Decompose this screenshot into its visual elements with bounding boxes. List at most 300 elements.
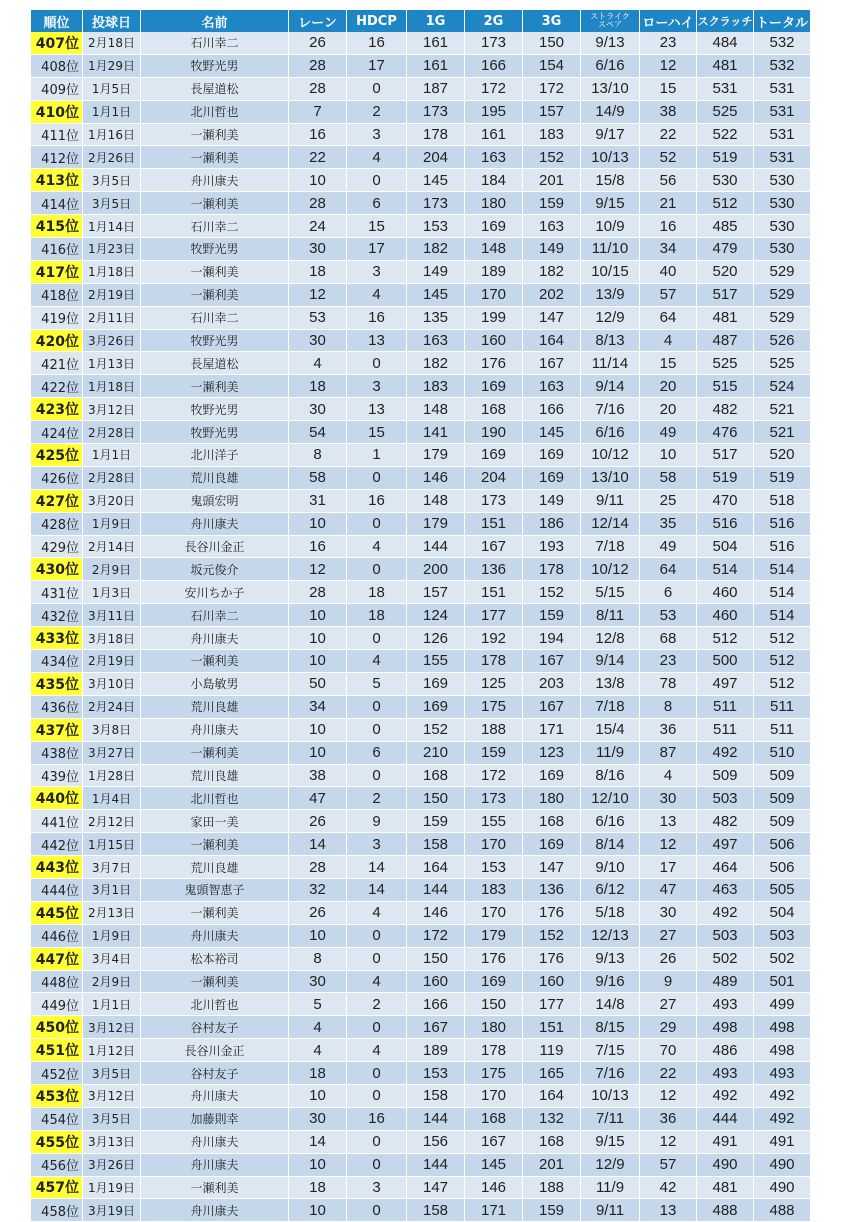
low-high-cell: 8 bbox=[640, 696, 697, 719]
low-high-cell: 15 bbox=[640, 78, 697, 101]
date-cell: 3月26日 bbox=[83, 1154, 141, 1177]
lane-cell: 10 bbox=[289, 650, 347, 673]
table-row bbox=[31, 604, 811, 627]
lane-cell: 18 bbox=[289, 1062, 347, 1085]
game3-cell: 202 bbox=[523, 284, 581, 307]
game2-cell: 180 bbox=[465, 1016, 523, 1039]
game1-cell: 144 bbox=[407, 1108, 465, 1131]
lane-cell: 10 bbox=[289, 1199, 347, 1222]
game1-cell: 158 bbox=[407, 1199, 465, 1222]
table-row bbox=[31, 1039, 811, 1062]
game3-cell: 152 bbox=[523, 146, 581, 169]
total-cell: 509 bbox=[754, 810, 811, 833]
game3-cell: 186 bbox=[523, 513, 581, 536]
scratch-cell: 486 bbox=[697, 1039, 754, 1062]
total-cell: 504 bbox=[754, 902, 811, 925]
date-cell: 1月9日 bbox=[83, 925, 141, 948]
game1-cell: 187 bbox=[407, 78, 465, 101]
low-high-cell: 15 bbox=[640, 352, 697, 375]
scratch-cell: 511 bbox=[697, 719, 754, 742]
name-cell: 荒川良雄 bbox=[141, 765, 289, 788]
table-row bbox=[31, 993, 811, 1016]
game1-cell: 146 bbox=[407, 902, 465, 925]
low-high-cell: 36 bbox=[640, 719, 697, 742]
date-cell: 1月9日 bbox=[83, 513, 141, 536]
game2-cell: 136 bbox=[465, 558, 523, 581]
date-cell: 1月5日 bbox=[83, 78, 141, 101]
strike-spare-cell: 6/16 bbox=[581, 421, 640, 444]
lane-cell: 12 bbox=[289, 284, 347, 307]
hdcp-cell: 0 bbox=[347, 1016, 407, 1039]
scratch-cell: 491 bbox=[697, 1131, 754, 1154]
name-cell: 石川幸二 bbox=[141, 604, 289, 627]
date-cell: 2月14日 bbox=[83, 536, 141, 559]
strike-spare-cell: 13/9 bbox=[581, 284, 640, 307]
name-cell: 谷村友子 bbox=[141, 1062, 289, 1085]
date-cell: 1月1日 bbox=[83, 993, 141, 1016]
table-row bbox=[31, 78, 811, 101]
game1-cell: 164 bbox=[407, 856, 465, 879]
game1-cell: 148 bbox=[407, 398, 465, 421]
game1-cell: 161 bbox=[407, 55, 465, 78]
name-cell: 一瀬利美 bbox=[141, 192, 289, 215]
low-high-cell: 12 bbox=[640, 55, 697, 78]
hdcp-cell: 0 bbox=[347, 78, 407, 101]
total-cell: 512 bbox=[754, 650, 811, 673]
table-row bbox=[31, 810, 811, 833]
strike-spare-cell: 11/9 bbox=[581, 742, 640, 765]
low-high-cell: 6 bbox=[640, 581, 697, 604]
game2-cell: 170 bbox=[465, 833, 523, 856]
scratch-cell: 503 bbox=[697, 925, 754, 948]
low-high-cell: 10 bbox=[640, 444, 697, 467]
hdcp-cell: 0 bbox=[347, 627, 407, 650]
header-total: トータル bbox=[754, 10, 811, 32]
rank-cell: 449位 bbox=[31, 993, 83, 1016]
lane-cell: 4 bbox=[289, 352, 347, 375]
scratch-cell: 497 bbox=[697, 673, 754, 696]
game3-cell: 194 bbox=[523, 627, 581, 650]
date-cell: 2月9日 bbox=[83, 971, 141, 994]
game1-cell: 150 bbox=[407, 948, 465, 971]
table-row bbox=[31, 925, 811, 948]
table-row bbox=[31, 971, 811, 994]
date-cell: 1月1日 bbox=[83, 444, 141, 467]
scratch-cell: 504 bbox=[697, 536, 754, 559]
rank-cell: 417位 bbox=[31, 261, 83, 284]
low-high-cell: 35 bbox=[640, 513, 697, 536]
low-high-cell: 70 bbox=[640, 1039, 697, 1062]
game1-cell: 153 bbox=[407, 1062, 465, 1085]
strike-spare-cell: 9/16 bbox=[581, 971, 640, 994]
hdcp-cell: 3 bbox=[347, 1177, 407, 1200]
name-cell: 舟川康夫 bbox=[141, 627, 289, 650]
table-row bbox=[31, 948, 811, 971]
hdcp-cell: 0 bbox=[347, 1062, 407, 1085]
lane-cell: 10 bbox=[289, 742, 347, 765]
date-cell: 1月28日 bbox=[83, 765, 141, 788]
game1-cell: 160 bbox=[407, 971, 465, 994]
total-cell: 492 bbox=[754, 1085, 811, 1108]
game2-cell: 168 bbox=[465, 398, 523, 421]
game2-cell: 175 bbox=[465, 1062, 523, 1085]
game1-cell: 172 bbox=[407, 925, 465, 948]
total-cell: 530 bbox=[754, 238, 811, 261]
lane-cell: 28 bbox=[289, 55, 347, 78]
lane-cell: 18 bbox=[289, 375, 347, 398]
game1-cell: 182 bbox=[407, 352, 465, 375]
rank-cell: 409位 bbox=[31, 78, 83, 101]
lane-cell: 30 bbox=[289, 971, 347, 994]
low-high-cell: 58 bbox=[640, 467, 697, 490]
date-cell: 3月7日 bbox=[83, 856, 141, 879]
total-cell: 502 bbox=[754, 948, 811, 971]
low-high-cell: 78 bbox=[640, 673, 697, 696]
name-cell: 鬼頭宏明 bbox=[141, 490, 289, 513]
rank-cell: 433位 bbox=[31, 627, 83, 650]
scratch-cell: 482 bbox=[697, 398, 754, 421]
name-cell: 牧野光男 bbox=[141, 421, 289, 444]
game2-cell: 163 bbox=[465, 146, 523, 169]
lane-cell: 10 bbox=[289, 604, 347, 627]
game2-cell: 161 bbox=[465, 124, 523, 147]
game1-cell: 166 bbox=[407, 993, 465, 1016]
game1-cell: 148 bbox=[407, 490, 465, 513]
game2-cell: 184 bbox=[465, 169, 523, 192]
game3-cell: 168 bbox=[523, 1131, 581, 1154]
table-row bbox=[31, 1177, 811, 1200]
bowling-ranking-sheet bbox=[31, 10, 811, 1222]
game1-cell: 153 bbox=[407, 215, 465, 238]
hdcp-cell: 2 bbox=[347, 993, 407, 1016]
hdcp-cell: 14 bbox=[347, 856, 407, 879]
game1-cell: 147 bbox=[407, 1177, 465, 1200]
strike-spare-cell: 12/8 bbox=[581, 627, 640, 650]
game3-cell: 167 bbox=[523, 696, 581, 719]
rank-cell: 424位 bbox=[31, 421, 83, 444]
game3-cell: 151 bbox=[523, 1016, 581, 1039]
rank-cell: 438位 bbox=[31, 742, 83, 765]
low-high-cell: 23 bbox=[640, 650, 697, 673]
name-cell: 一瀬利美 bbox=[141, 146, 289, 169]
game3-cell: 164 bbox=[523, 1085, 581, 1108]
rank-cell: 408位 bbox=[31, 55, 83, 78]
rank-cell: 434位 bbox=[31, 650, 83, 673]
game2-cell: 166 bbox=[465, 55, 523, 78]
header-game2: 2G bbox=[465, 10, 523, 32]
game3-cell: 172 bbox=[523, 78, 581, 101]
header-lane: レーン bbox=[289, 10, 347, 32]
lane-cell: 18 bbox=[289, 261, 347, 284]
rank-cell: 427位 bbox=[31, 490, 83, 513]
game3-cell: 193 bbox=[523, 536, 581, 559]
date-cell: 2月13日 bbox=[83, 902, 141, 925]
scratch-cell: 492 bbox=[697, 1085, 754, 1108]
game1-cell: 155 bbox=[407, 650, 465, 673]
game2-cell: 125 bbox=[465, 673, 523, 696]
game3-cell: 147 bbox=[523, 307, 581, 330]
scratch-cell: 520 bbox=[697, 261, 754, 284]
name-cell: 北川哲也 bbox=[141, 993, 289, 1016]
scratch-cell: 484 bbox=[697, 32, 754, 55]
name-cell: 一瀬利美 bbox=[141, 1177, 289, 1200]
lane-cell: 8 bbox=[289, 444, 347, 467]
date-cell: 1月18日 bbox=[83, 375, 141, 398]
table-row bbox=[31, 558, 811, 581]
rank-cell: 416位 bbox=[31, 238, 83, 261]
game3-cell: 169 bbox=[523, 444, 581, 467]
game3-cell: 159 bbox=[523, 192, 581, 215]
game2-cell: 146 bbox=[465, 1177, 523, 1200]
name-cell: 舟川康夫 bbox=[141, 513, 289, 536]
date-cell: 3月11日 bbox=[83, 604, 141, 627]
date-cell: 1月23日 bbox=[83, 238, 141, 261]
scratch-cell: 525 bbox=[697, 352, 754, 375]
low-high-cell: 30 bbox=[640, 902, 697, 925]
lane-cell: 58 bbox=[289, 467, 347, 490]
date-cell: 1月4日 bbox=[83, 787, 141, 810]
table-row bbox=[31, 101, 811, 124]
table-row bbox=[31, 581, 811, 604]
name-cell: 北川哲也 bbox=[141, 787, 289, 810]
strike-spare-cell: 6/16 bbox=[581, 810, 640, 833]
strike-spare-cell: 12/9 bbox=[581, 1154, 640, 1177]
game1-cell: 145 bbox=[407, 169, 465, 192]
scratch-cell: 514 bbox=[697, 558, 754, 581]
rank-cell: 425位 bbox=[31, 444, 83, 467]
strike-spare-cell: 10/12 bbox=[581, 444, 640, 467]
hdcp-cell: 18 bbox=[347, 604, 407, 627]
date-cell: 1月12日 bbox=[83, 1039, 141, 1062]
total-cell: 491 bbox=[754, 1131, 811, 1154]
strike-spare-cell: 9/11 bbox=[581, 1199, 640, 1222]
strike-spare-cell: 9/13 bbox=[581, 948, 640, 971]
strike-spare-cell: 9/15 bbox=[581, 192, 640, 215]
scratch-cell: 492 bbox=[697, 742, 754, 765]
table-row bbox=[31, 307, 811, 330]
total-cell: 531 bbox=[754, 124, 811, 147]
hdcp-cell: 3 bbox=[347, 261, 407, 284]
strike-spare-cell: 13/8 bbox=[581, 673, 640, 696]
game3-cell: 145 bbox=[523, 421, 581, 444]
game2-cell: 170 bbox=[465, 284, 523, 307]
game2-cell: 151 bbox=[465, 581, 523, 604]
name-cell: 荒川良雄 bbox=[141, 467, 289, 490]
table-row bbox=[31, 696, 811, 719]
lane-cell: 24 bbox=[289, 215, 347, 238]
total-cell: 511 bbox=[754, 719, 811, 742]
lane-cell: 30 bbox=[289, 398, 347, 421]
rank-cell: 457位 bbox=[31, 1177, 83, 1200]
strike-spare-cell: 11/10 bbox=[581, 238, 640, 261]
lane-cell: 10 bbox=[289, 719, 347, 742]
scratch-cell: 525 bbox=[697, 101, 754, 124]
table-row bbox=[31, 352, 811, 375]
strike-spare-cell: 7/16 bbox=[581, 398, 640, 421]
lane-cell: 10 bbox=[289, 513, 347, 536]
game3-cell: 152 bbox=[523, 925, 581, 948]
strike-spare-cell: 13/10 bbox=[581, 78, 640, 101]
rank-cell: 429位 bbox=[31, 536, 83, 559]
game3-cell: 165 bbox=[523, 1062, 581, 1085]
game2-cell: 199 bbox=[465, 307, 523, 330]
hdcp-cell: 2 bbox=[347, 101, 407, 124]
game1-cell: 158 bbox=[407, 1085, 465, 1108]
scratch-cell: 492 bbox=[697, 902, 754, 925]
scratch-cell: 460 bbox=[697, 581, 754, 604]
lane-cell: 28 bbox=[289, 581, 347, 604]
table-row bbox=[31, 284, 811, 307]
lane-cell: 8 bbox=[289, 948, 347, 971]
rank-cell: 456位 bbox=[31, 1154, 83, 1177]
name-cell: 荒川良雄 bbox=[141, 696, 289, 719]
game1-cell: 167 bbox=[407, 1016, 465, 1039]
strike-spare-cell: 9/15 bbox=[581, 1131, 640, 1154]
total-cell: 530 bbox=[754, 169, 811, 192]
lane-cell: 7 bbox=[289, 101, 347, 124]
date-cell: 1月15日 bbox=[83, 833, 141, 856]
hdcp-cell: 14 bbox=[347, 879, 407, 902]
scratch-cell: 464 bbox=[697, 856, 754, 879]
total-cell: 492 bbox=[754, 1108, 811, 1131]
game1-cell: 156 bbox=[407, 1131, 465, 1154]
hdcp-cell: 16 bbox=[347, 307, 407, 330]
date-cell: 1月14日 bbox=[83, 215, 141, 238]
header-strike-label: ストライク bbox=[590, 12, 630, 21]
rank-cell: 442位 bbox=[31, 833, 83, 856]
header-game1: 1G bbox=[407, 10, 465, 32]
total-cell: 516 bbox=[754, 513, 811, 536]
game3-cell: 149 bbox=[523, 490, 581, 513]
scratch-cell: 481 bbox=[697, 55, 754, 78]
game2-cell: 179 bbox=[465, 925, 523, 948]
header-strike-spare bbox=[581, 10, 640, 32]
game3-cell: 123 bbox=[523, 742, 581, 765]
name-cell: 家田一美 bbox=[141, 810, 289, 833]
rank-cell: 407位 bbox=[31, 32, 83, 55]
game3-cell: 169 bbox=[523, 467, 581, 490]
game1-cell: 158 bbox=[407, 833, 465, 856]
table-row bbox=[31, 902, 811, 925]
hdcp-cell: 4 bbox=[347, 1039, 407, 1062]
lane-cell: 50 bbox=[289, 673, 347, 696]
table-row bbox=[31, 787, 811, 810]
game2-cell: 188 bbox=[465, 719, 523, 742]
total-cell: 531 bbox=[754, 78, 811, 101]
strike-spare-cell: 9/14 bbox=[581, 375, 640, 398]
total-cell: 509 bbox=[754, 765, 811, 788]
total-cell: 512 bbox=[754, 673, 811, 696]
game2-cell: 159 bbox=[465, 742, 523, 765]
game2-cell: 168 bbox=[465, 1108, 523, 1131]
hdcp-cell: 17 bbox=[347, 55, 407, 78]
rank-cell: 437位 bbox=[31, 719, 83, 742]
header-hdcp: HDCP bbox=[347, 10, 407, 32]
table-row bbox=[31, 169, 811, 192]
low-high-cell: 22 bbox=[640, 1062, 697, 1085]
game2-cell: 170 bbox=[465, 902, 523, 925]
game1-cell: 141 bbox=[407, 421, 465, 444]
game3-cell: 157 bbox=[523, 101, 581, 124]
table-row bbox=[31, 1016, 811, 1039]
total-cell: 514 bbox=[754, 558, 811, 581]
game1-cell: 182 bbox=[407, 238, 465, 261]
lane-cell: 22 bbox=[289, 146, 347, 169]
table-row bbox=[31, 765, 811, 788]
hdcp-cell: 13 bbox=[347, 330, 407, 353]
game3-cell: 164 bbox=[523, 330, 581, 353]
total-cell: 509 bbox=[754, 787, 811, 810]
lane-cell: 47 bbox=[289, 787, 347, 810]
header-game3: 3G bbox=[523, 10, 581, 32]
table-row bbox=[31, 146, 811, 169]
date-cell: 3月5日 bbox=[83, 192, 141, 215]
lane-cell: 10 bbox=[289, 169, 347, 192]
lane-cell: 10 bbox=[289, 627, 347, 650]
lane-cell: 28 bbox=[289, 192, 347, 215]
low-high-cell: 34 bbox=[640, 238, 697, 261]
game3-cell: 163 bbox=[523, 375, 581, 398]
strike-spare-cell: 7/11 bbox=[581, 1108, 640, 1131]
lane-cell: 14 bbox=[289, 1131, 347, 1154]
game3-cell: 188 bbox=[523, 1177, 581, 1200]
table-row bbox=[31, 673, 811, 696]
strike-spare-cell: 14/8 bbox=[581, 993, 640, 1016]
name-cell: 加藤則幸 bbox=[141, 1108, 289, 1131]
rank-cell: 450位 bbox=[31, 1016, 83, 1039]
name-cell: 長屋道松 bbox=[141, 78, 289, 101]
game1-cell: 210 bbox=[407, 742, 465, 765]
name-cell: 長谷川金正 bbox=[141, 536, 289, 559]
game1-cell: 159 bbox=[407, 810, 465, 833]
game3-cell: 182 bbox=[523, 261, 581, 284]
game2-cell: 167 bbox=[465, 536, 523, 559]
hdcp-cell: 0 bbox=[347, 765, 407, 788]
date-cell: 3月20日 bbox=[83, 490, 141, 513]
scratch-cell: 482 bbox=[697, 810, 754, 833]
game1-cell: 150 bbox=[407, 787, 465, 810]
date-cell: 3月5日 bbox=[83, 1062, 141, 1085]
game2-cell: 192 bbox=[465, 627, 523, 650]
date-cell: 3月27日 bbox=[83, 742, 141, 765]
game1-cell: 144 bbox=[407, 1154, 465, 1177]
hdcp-cell: 0 bbox=[347, 1085, 407, 1108]
hdcp-cell: 0 bbox=[347, 169, 407, 192]
game3-cell: 180 bbox=[523, 787, 581, 810]
low-high-cell: 29 bbox=[640, 1016, 697, 1039]
lane-cell: 53 bbox=[289, 307, 347, 330]
game2-cell: 183 bbox=[465, 879, 523, 902]
low-high-cell: 20 bbox=[640, 398, 697, 421]
game1-cell: 178 bbox=[407, 124, 465, 147]
total-cell: 493 bbox=[754, 1062, 811, 1085]
game1-cell: 173 bbox=[407, 101, 465, 124]
lane-cell: 26 bbox=[289, 902, 347, 925]
total-cell: 532 bbox=[754, 32, 811, 55]
low-high-cell: 36 bbox=[640, 1108, 697, 1131]
game1-cell: 189 bbox=[407, 1039, 465, 1062]
game1-cell: 200 bbox=[407, 558, 465, 581]
game3-cell: 132 bbox=[523, 1108, 581, 1131]
lane-cell: 14 bbox=[289, 833, 347, 856]
total-cell: 503 bbox=[754, 925, 811, 948]
lane-cell: 30 bbox=[289, 330, 347, 353]
lane-cell: 16 bbox=[289, 536, 347, 559]
scratch-cell: 517 bbox=[697, 444, 754, 467]
header-name: 名前 bbox=[141, 10, 289, 32]
hdcp-cell: 15 bbox=[347, 215, 407, 238]
rank-cell: 445位 bbox=[31, 902, 83, 925]
